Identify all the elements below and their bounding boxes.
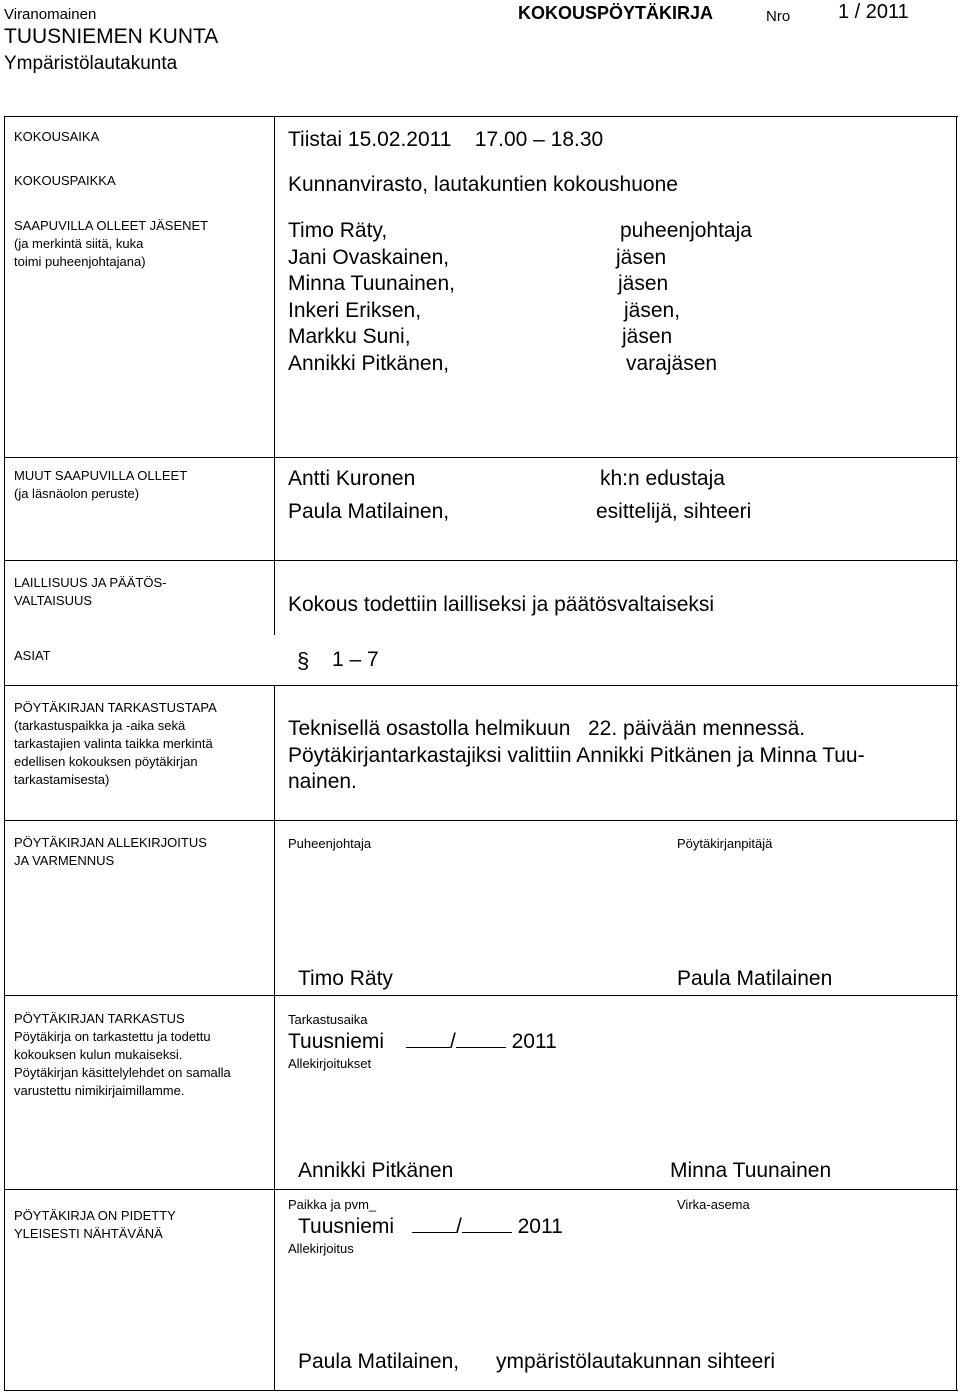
other-name: Antti Kuronen [288,467,416,490]
display-signer-title: ympäristölautakunnan sihteeri [496,1350,775,1373]
secretary-label: Pöytäkirjanpitäjä [677,836,773,851]
meeting-time-value: Tiistai 15.02.2011 17.00 – 18.30 [288,128,604,151]
municipality-name: TUUSNIEMEN KUNTA [4,25,219,48]
page-number: 1 / 2011 [838,1,909,23]
review-label: PÖYTÄKIRJAN TARKASTUS Pöytäkirja on tarkastettu ja todettu kokouksen kulun mukaiseksi. Pöytäkirjan käsittelylehdet on samalla varustettu nimikirjaimillamme. [14,1011,231,1098]
month-blank [456,1031,506,1048]
review-time-label: Tarkastusaika [288,1012,368,1027]
review-method-label: PÖYTÄKIRJAN TARKASTUSTAPA (tarkastuspaikka ja -aika sekä tarkastajien valinta taikka merkintä edellisen kokouksen pöytäkirjan tarkastamisesta) [14,700,217,787]
number-label: Nro [766,8,791,25]
member-name: Minna Tuunainen, [288,272,455,295]
display-place: Tuusniemi [298,1215,395,1238]
member-role: puheenjohtaja [620,219,752,242]
member-name: Inkeri Eriksen, [288,298,422,322]
members-label: SAAPUVILLA OLLEET JÄSENET (ja merkintä siitä, kuka toimi puheenjohtajana) [14,218,209,269]
authority-tag: Viranomainen [4,6,97,23]
month-blank [462,1216,512,1233]
public-display-label: PÖYTÄKIRJA ON PIDETTY YLEISESTI NÄHTÄVÄNÄ [14,1208,176,1241]
legality-label: LAILLISUUS JA PÄÄTÖS- VALTAISUUS [14,575,167,608]
meeting-time-label: KOKOUSAIKA [14,129,100,144]
member-name: Jani Ovaskainen, [288,245,450,269]
other-role: esittelijä, sihteeri [596,500,752,523]
meeting-place-label: KOKOUSPAIKKA [14,173,116,188]
other-role: kh:n edustaja [600,467,725,490]
member-role: jäsen [618,272,669,295]
day-blank [412,1216,456,1233]
meeting-place-value: Kunnanvirasto, lautakuntien kokoushuone [288,173,678,196]
members-roles [616,218,752,377]
day-blank [406,1031,450,1048]
signatures-label: Allekirjoitukset [288,1056,372,1071]
member-role: jäsen, [624,298,681,322]
section-symbol: § [297,648,310,673]
review-place: Tuusniemi [288,1030,385,1053]
review-method-value: Teknisellä osastolla helmikuun 22. päivään mennessä. Pöytäkirjantarkastajiksi valittiin Annikki Pitkänen ja Minna Tuu- nainen. [288,717,865,793]
display-year: 2011 [517,1215,563,1238]
member-name: Timo Räty, [288,219,388,242]
review-year: 2011 [511,1030,557,1053]
member-name: Annikki Pitkänen, [288,351,450,375]
member-role: varajäsen [626,351,718,375]
items-range: 1 – 7 [332,648,379,671]
document-title: KOKOUSPÖYTÄKIRJA [518,3,714,23]
review-date-line: Tuusniemi / 2011 [288,1030,557,1053]
display-signer-name: Paula Matilainen, [298,1350,460,1373]
member-role: jäsen [622,325,673,348]
member-name: Markku Suni, [288,325,411,348]
display-date-line: Tuusniemi / 2011 [298,1215,563,1238]
legality-value: Kokous todettiin lailliseksi ja päätösvaltaiseksi [288,593,715,616]
reviewer-name: Annikki Pitkänen [298,1159,454,1182]
secretary-name: Paula Matilainen [677,967,833,990]
signing-label: PÖYTÄKIRJAN ALLEKIRJOITUS JA VARMENNUS [14,835,207,868]
other-name: Paula Matilainen, [288,500,450,523]
reviewer-name: Minna Tuunainen [670,1159,832,1182]
chair-name: Timo Räty [298,967,393,990]
members-names [288,218,455,377]
items-label: ASIAT [14,648,51,663]
others-label: MUUT SAAPUVILLA OLLEET (ja läsnäolon peruste) [14,468,188,501]
signature-label: Allekirjoitus [288,1241,354,1256]
place-date-label: Paikka ja pvm_ [288,1197,377,1212]
member-role: jäsen [616,245,667,269]
chair-label: Puheenjohtaja [288,836,372,851]
position-label: Virka-asema [677,1197,750,1212]
board-name: Ympäristölautakunta [4,53,178,74]
